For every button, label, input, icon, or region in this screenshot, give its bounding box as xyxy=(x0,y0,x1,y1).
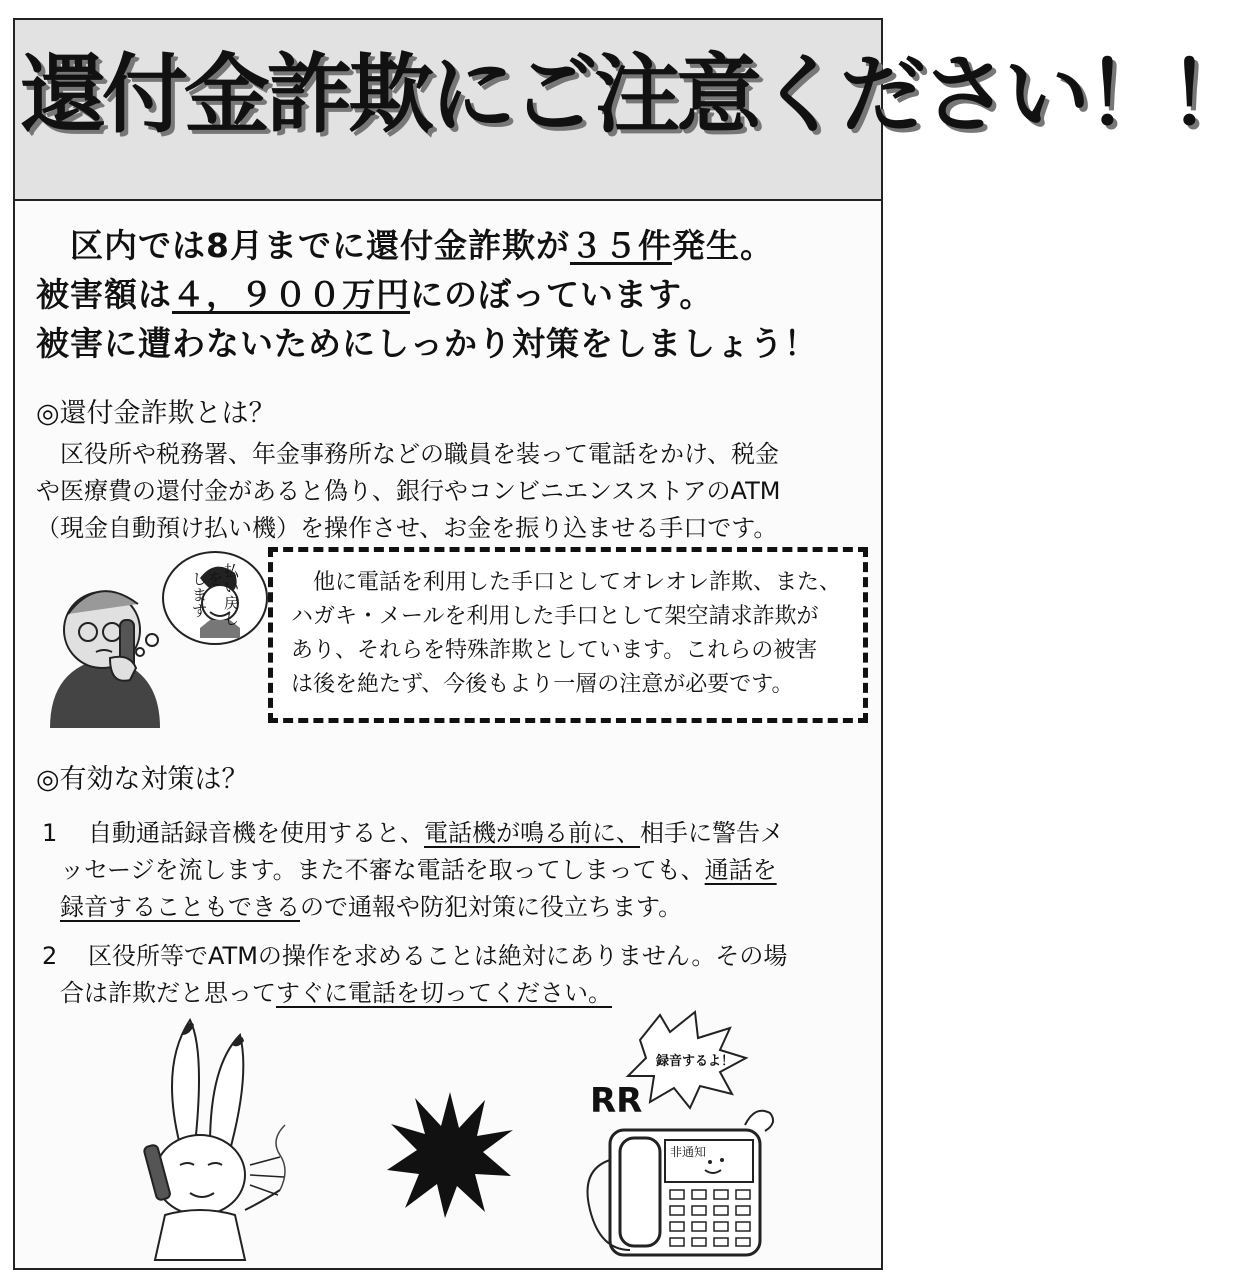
elderly-man-phone-illustration xyxy=(40,548,260,728)
paragraph-line xyxy=(36,436,872,473)
item-text: 区役所等でATMの操作を求めることは絶対にありません。その場 xyxy=(88,942,788,970)
page-title: 還付金詐欺にご注意ください！！ xyxy=(20,45,1250,145)
item-text: ッセージを流します。また不審な電話を取ってしまっても、 xyxy=(60,856,705,884)
item-text-underlined: 録音することもできる xyxy=(60,893,300,921)
lead-line-2 xyxy=(36,273,876,317)
notice-box xyxy=(268,547,868,723)
paragraph-line: （現金自動預け払い機）を操作させ、お金を振り込ませる手口です。 xyxy=(36,514,778,542)
case-count: ３５件 xyxy=(569,226,672,265)
burst-icon xyxy=(385,1090,515,1220)
item-text-underlined: 通話を xyxy=(704,856,777,884)
item-text: 相手に警告メ xyxy=(640,819,784,847)
lead-month: 8 xyxy=(206,226,230,265)
ring-text: RR xyxy=(590,1081,643,1121)
item-line xyxy=(36,938,872,975)
lead-text: 発生。 xyxy=(671,226,774,265)
phone-speech-text: 録音するよ！ xyxy=(656,1054,735,1069)
svg-text:払: 払 xyxy=(224,562,240,580)
paragraph-line: や医療費の還付金があると偽り、銀行やコンビニエンスストアのATM xyxy=(36,477,781,505)
item-text: 自動通話録音機を使用すると、 xyxy=(88,819,424,847)
paragraph-text: 区役所や税務署、年金事務所などの職員を装って電話をかけ、税金 xyxy=(60,440,780,468)
svg-text:す: す xyxy=(192,602,208,620)
item-line xyxy=(36,852,872,889)
item-text: 合は詐欺だと思って xyxy=(60,979,276,1007)
svg-text:戻: 戻 xyxy=(224,594,240,612)
countermeasure-item-1 xyxy=(36,815,872,926)
rabbit-scammer-illustration xyxy=(120,1015,340,1260)
item-text-underlined: すぐに電話を切ってください。 xyxy=(276,979,612,1007)
item-number: 1 xyxy=(42,819,58,847)
notice-line: あり、それらを特殊詐欺としています。これらの被害 xyxy=(291,638,818,663)
lead-text: 区内では xyxy=(70,226,206,265)
countermeasure-item-2 xyxy=(36,938,872,1012)
item-text-underlined: 電話機が鳴る前に、 xyxy=(424,819,640,847)
item-line xyxy=(36,815,872,852)
notice-line: ハガキ・メールを利用した手口として架空請求詐欺が xyxy=(291,604,819,629)
notice-line xyxy=(291,566,841,600)
phone-handset xyxy=(620,1138,660,1246)
section-heading-what-is: ◎還付金詐欺とは？ xyxy=(36,398,276,429)
notice-line: は後を絶たず、今後もより一層の注意が必要です。 xyxy=(291,672,794,697)
lead-line-3: 被害に遭わないためにしっかり対策をしましょう！ xyxy=(36,324,818,363)
lead-text: 被害額は xyxy=(36,275,172,314)
lead-text: 月までに還付金詐欺が xyxy=(229,226,570,265)
svg-text:し: し xyxy=(224,610,240,628)
recording-phone-illustration xyxy=(570,1010,800,1260)
svg-text:い: い xyxy=(224,578,240,596)
lead-text: にのぼっています。 xyxy=(410,275,714,314)
damage-amount: ４，９００万円 xyxy=(172,275,410,314)
phone-display-text: 非通知 xyxy=(670,1145,707,1159)
notice-text: 他に電話を利用した手口としてオレオレ詐欺、また、 xyxy=(313,570,842,595)
svg-text:ま: ま xyxy=(192,586,208,604)
section1-paragraph xyxy=(36,436,872,547)
item-number: 2 xyxy=(42,942,58,970)
section-heading-countermeasures: ◎有効な対策は？ xyxy=(36,764,249,795)
lead-line-1 xyxy=(36,224,876,268)
item-text: ので通報や防犯対策に役立ちます。 xyxy=(300,893,683,921)
svg-text:し: し xyxy=(192,570,208,588)
svg-text:を: を xyxy=(208,570,224,588)
item-line xyxy=(36,889,872,926)
item-line xyxy=(36,975,872,1012)
